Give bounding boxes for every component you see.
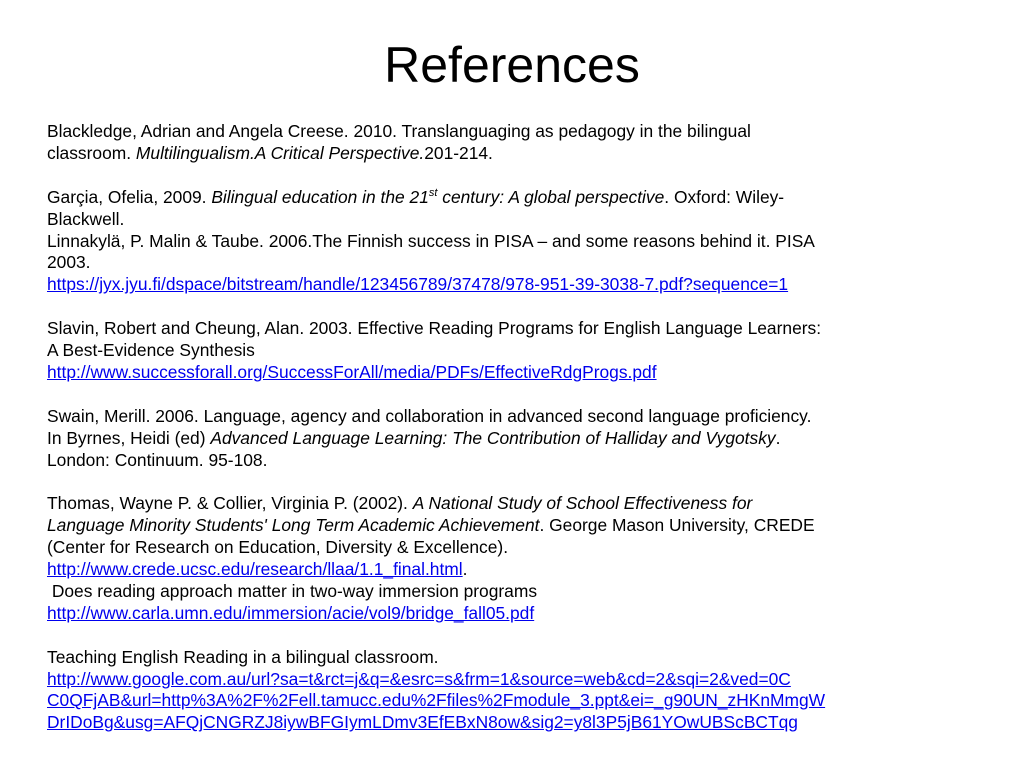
- reference-thomas-link-line: http://www.crede.ucsc.edu/research/llaa/1.1_final.html.: [47, 559, 468, 580]
- reference-google-link-line-2: [47, 690, 972, 712]
- reference-carla-link-line: [47, 603, 972, 625]
- reference-google-link-line-1: [47, 669, 972, 691]
- spacer: [47, 625, 972, 647]
- page-title: References: [384, 37, 640, 93]
- reference-linnakyla-line-1: Linnakylä, P. Malin & Taube. 2006.The Finnish success in PISA – and some reasons behind it. PISA: [47, 230, 815, 251]
- reference-thomas-title-part-1: A National Study of School Effectiveness for: [412, 493, 753, 514]
- reference-carla-link[interactable]: http://www.carla.umn.edu/immersion/acie/vol9/bridge_fall05.pdf: [47, 602, 535, 623]
- reference-slavin-link[interactable]: http://www.successforall.org/SuccessForAll/media/PDFs/EffectiveRdgProgs.pdf: [47, 361, 657, 382]
- reference-teaching-english-line-1: Teaching English Reading in a bilingual classroom.: [47, 646, 439, 667]
- spacer: [47, 471, 972, 493]
- reference-thomas-title-part-2: Language Minority Students' Long Term Academic Achievement: [47, 515, 540, 536]
- reference-blackledge-line-1: Blackledge, Adrian and Angela Creese. 2010. Translanguaging as pedagogy in the bilingual: [47, 121, 751, 141]
- reference-blackledge-line-2: classroom. Multilingualism.A Critical Perspective.201-214.: [47, 142, 493, 163]
- reference-blackledge-source: Multilingualism.A Critical Perspective.: [135, 142, 425, 163]
- reference-thomas-line-1: Thomas, Wayne P. & Collier, Virginia P. (2002). A National Study of School Effectiveness for: [47, 493, 753, 514]
- reference-swain-line-2: In Byrnes, Heidi (ed) Advanced Language Learning: The Contribution of Halliday and Vygotsky.: [47, 427, 781, 448]
- reference-garcia-line-2: Blackwell.: [47, 208, 125, 229]
- references-list: [47, 121, 972, 734]
- reference-thomas-link[interactable]: http://www.crede.ucsc.edu/research/llaa/1.1_final.html: [47, 559, 463, 580]
- reference-google-link-part-3[interactable]: DrIDoBg&usg=AFQjCNGRZJ8iywBFGIymLDmv3EfEBxN8ow&sig2=y8l3P5jB61YOwUBScBCTqg: [47, 712, 798, 733]
- reference-swain-line-1: Swain, Merill. 2006. Language, agency and collaboration in advanced second language proficiency.: [47, 405, 812, 426]
- reference-slavin-line-1: Slavin, Robert and Cheung, Alan. 2003. Effective Reading Programs for English Language Learners:: [47, 318, 822, 339]
- spacer: [47, 296, 972, 318]
- reference-google-link-line-3: [47, 712, 972, 734]
- reference-thomas-line-3: (Center for Research on Education, Diversity & Excellence).: [47, 537, 509, 558]
- spacer: [47, 165, 972, 187]
- reference-garcia-title: Bilingual education in the 21st century: A global perspective: [211, 186, 665, 207]
- reference-slavin-link-line: [47, 362, 972, 384]
- reference-two-way-immersion-line: Does reading approach matter in two-way immersion programs: [47, 580, 538, 601]
- reference-thomas-line-2: Language Minority Students' Long Term Academic Achievement. George Mason University, CREDE: [47, 515, 815, 536]
- reference-swain-book-title: Advanced Language Learning: The Contribution of Halliday and Vygotsky: [210, 427, 776, 448]
- reference-google-link-part-2[interactable]: C0QFjAB&url=http%3A%2F%2Fell.tamucc.edu%2Ffiles%2Fmodule_3.ppt&ei=_g90UN_zHKnMmgW: [47, 690, 826, 711]
- reference-linnakyla-link-line: [47, 274, 972, 296]
- reference-linnakyla-link[interactable]: https://jyx.jyu.fi/dspace/bitstream/handle/123456789/37478/978-951-39-3038-7.pdf?sequence=1: [47, 274, 789, 295]
- reference-google-link-part-1[interactable]: http://www.google.com.au/url?sa=t&rct=j&q=&esrc=s&frm=1&source=web&cd=2&sqi=2&ved=0C: [47, 668, 791, 689]
- reference-linnakyla-line-2: 2003.: [47, 252, 91, 273]
- spacer: [47, 384, 972, 406]
- reference-garcia-line-1: Garçia, Ofelia, 2009. Bilingual education in the 21st century: A global perspective. Oxford: Wiley-: [47, 186, 785, 207]
- reference-swain-line-3: London: Continuum. 95-108.: [47, 449, 268, 470]
- reference-slavin-line-2: A Best-Evidence Synthesis: [47, 340, 255, 361]
- superscript-st: st: [428, 186, 438, 199]
